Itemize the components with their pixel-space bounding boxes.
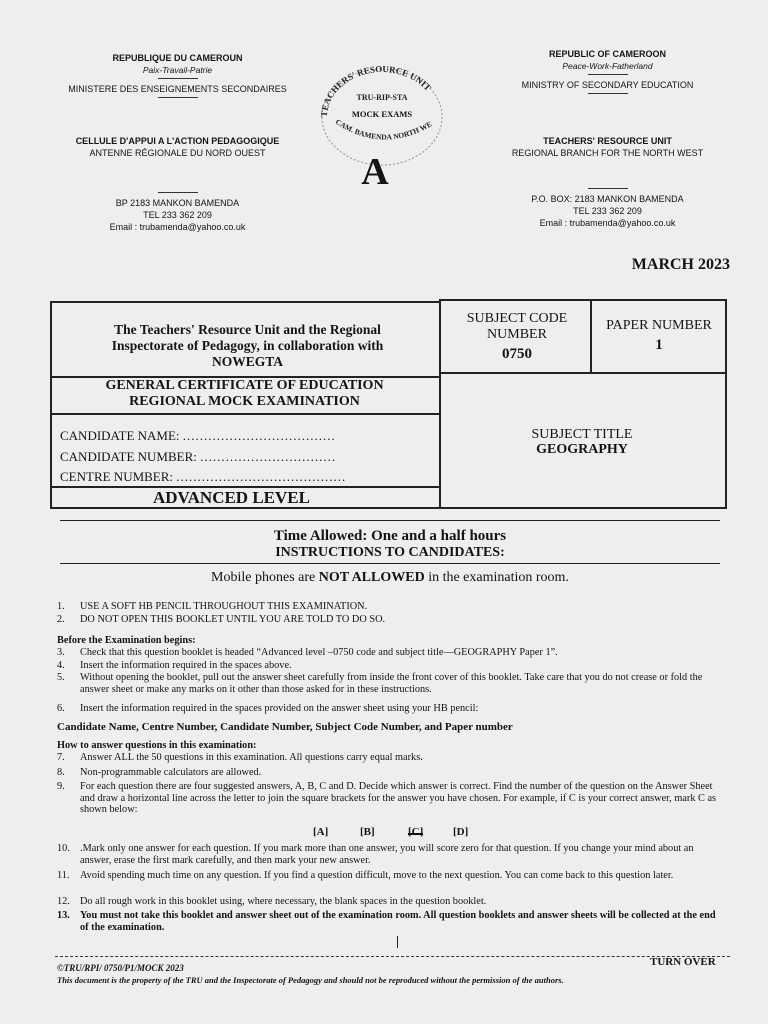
time-allowed: Time Allowed: One and a half hours [273,528,507,544]
candidate-number-label: CANDIDATE NUMBER: [60,449,197,464]
tel-en: TEL 233 362 209 [573,206,642,216]
item-text: Answer ALL the 50 questions in this examination. All questions carry equal marks. [80,752,423,763]
item-text: Do all rough work in this booklet using, where necessary, the blank spaces in the question booklet. [80,896,487,907]
item-text: Non-programmable calculators are allowed. [80,767,262,778]
stamp-middle: MOCK EXAMS [351,109,413,119]
country-en: REPUBLIC OF CAMEROON [549,49,666,59]
item-text: Check that this question booklet is headed “Advanced level –0750 code and subject title—GEOGRAPHY Paper 1”. [80,647,558,658]
header-left-address [60,190,295,233]
list-item [57,870,717,894]
divider [158,97,198,98]
org-text: The Teachers' Resource Unit and the Regional Inspectorate of Pedagogy, in collaboration with NOWEGTA [111,322,384,369]
paper-number: 1 [655,337,663,353]
motto-en: Peace-Work-Fatherland [562,61,653,71]
subject-title: GEOGRAPHY [536,442,628,457]
email-en: Email : trubamenda@yahoo.co.uk [539,218,676,228]
answer-option-b: [B] [360,826,375,838]
country-fr: REPUBLIQUE DU CAMEROUN [112,53,243,63]
divider [588,188,628,189]
version-letter: A [361,151,389,193]
list-item [57,614,717,626]
instructions-heading: INSTRUCTIONS TO CANDIDATES: [275,545,505,560]
mobile-notice [60,570,720,586]
dotted-line: ................................ [200,449,337,464]
list-item [57,767,717,779]
item-text: .Mark only one answer for each question. If you mark more than one answer, you will score zero for that question. If you change your mind about an answer, erase the first mark carefully, and then mark your new answer. [80,843,694,866]
divider [439,372,727,374]
item-number: 1. [57,601,65,612]
item-number: 9. [57,781,65,792]
item-number: 11. [57,870,70,881]
list-item [57,896,717,908]
item-text: Insert the information required in the spaces provided on the answer sheet using your HB pencil: [80,703,479,714]
divider [50,413,441,415]
item-text: Without opening the booklet, pull out the answer sheet carefully from inside the front cover of this booklet. Take care that you do not crease or fold the answer sheet or make any marks on it other than those asked for in these instructions. [80,672,703,695]
address-fr: BP 2183 MANKON BAMENDA [115,198,240,208]
divider [588,93,628,94]
how-heading: How to answer questions in this examination: [57,740,257,751]
list-item [57,781,717,817]
header-right-address [490,186,725,229]
divider [588,74,628,75]
item-number: 4. [57,660,65,671]
unit-fr-line1: CELLULE D'APPUI A L'ACTION PEDAGOGIQUE [75,136,280,146]
divider [60,563,720,564]
footer-notice: This document is the property of the TRU and the Inspectorate of Pedagogy and should not be reproduced without the permission of the authors. [57,975,564,985]
mobile-notice-after: in the examination room. [424,570,569,585]
dotted-line: .................................... [182,428,336,443]
list-item [57,647,717,659]
footer-code: ©TRU/RPI/ 0750/P1/MOCK 2023 [57,963,184,973]
stamp-arc-top: TEACHERS' RESOURCE UNIT [318,63,434,118]
list-item [57,752,717,764]
list-item [57,910,717,934]
subject-code: 0750 [502,346,532,362]
divider [158,78,198,79]
stamp-inner: TRU-RIP-STA [356,93,408,102]
item-text: USE A SOFT HB PENCIL THROUGHOUT THIS EXAMINATION. [80,601,368,612]
header-left [60,52,295,102]
item-number: 8. [57,767,65,778]
header-right-unit [490,135,725,159]
turn-over: TURN OVER [650,956,716,968]
unit-en-line1: TEACHERS' RESOURCE UNIT [543,136,672,146]
item-number: 13. [57,910,70,921]
exam-line1: GENERAL CERTIFICATE OF EDUCATION [105,378,384,393]
answer-option-c: [C] [408,826,424,838]
item-text: You must not take this booklet and answer sheet out of the examination room. All question booklets and answer sheets will be collected at the end of the examination. [80,910,716,933]
candidate-info-line: Candidate Name, Centre Number, Candidate Number, Subject Code Number, and Paper number [57,721,513,733]
mobile-notice-emph: NOT ALLOWED [318,570,425,585]
paper-number-label: PAPER NUMBER [606,318,712,333]
item-number: 2. [57,614,65,625]
answer-option-c-marked [408,826,423,838]
item-number: 7. [57,752,65,763]
level: ADVANCED LEVEL [153,488,310,507]
unit-fr-line2: ANTENNE RÉGIONALE DU NORD OUEST [89,148,266,158]
email-fr: Email : trubamenda@yahoo.co.uk [109,222,246,232]
divider [55,956,730,957]
divider [590,299,592,373]
centre-number-field[interactable] [60,469,400,485]
item-text: Avoid spending much time on any question. If you find a question difficult, move to the next question. You can come back to this question later. [80,870,674,881]
item-number: 6. [57,703,65,714]
answer-mark-line [408,833,423,835]
answer-option-a: [A] [313,826,329,838]
list-item [57,660,717,672]
list-item [57,601,717,613]
exam-line2: REGIONAL MOCK EXAMINATION [129,394,360,409]
item-text: Insert the information required in the spaces above. [80,660,292,671]
ministry-fr: MINISTERE DES ENSEIGNEMENTS SECONDAIRES [68,84,287,94]
unit-en-line2: REGIONAL BRANCH FOR THE NORTH WEST [511,148,704,158]
list-item [57,703,717,715]
subject-title-label: SUBJECT TITLE [531,427,633,442]
tel-fr: TEL 233 362 209 [143,210,212,220]
ministry-en: MINISTRY OF SECONDARY EDUCATION [521,80,694,90]
list-item [57,672,717,696]
candidate-name-field[interactable] [60,428,400,444]
divider [158,192,198,193]
item-text: DO NOT OPEN THIS BOOKLET UNTIL YOU ARE TOLD TO DO SO. [80,614,386,625]
item-number: 3. [57,647,65,658]
header-left-unit [60,135,295,159]
item-number: 10. [57,843,70,854]
answer-option-d: [D] [453,826,469,838]
page-mark [397,936,398,948]
header-right [490,48,725,98]
mobile-notice-before: Mobile phones are [211,570,319,585]
candidate-name-label: CANDIDATE NAME: [60,428,180,443]
address-en: P.O. BOX: 2183 MANKON BAMENDA [531,194,684,204]
dotted-line: ........................................ [176,469,347,484]
stamp-arc-bottom: CAM. BAMENDA NORTH WE [333,117,434,142]
item-number: 5. [57,672,65,683]
item-text: For each question there are four suggested answers, A, B, C and D. Decide which answer is correct. Find the number of the question on the Answer Sheet and draw a horizontal line across the letter to join the square brackets for the answer you have chosen. For example, if C is your correct answer, mark C as shown below: [80,781,717,816]
candidate-number-field[interactable] [60,449,400,465]
item-number: 12. [57,896,70,907]
subject-code-label: SUBJECT CODE NUMBER [466,311,568,342]
motto-fr: Paix-Travail-Patrie [142,65,213,75]
centre-number-label: CENTRE NUMBER: [60,469,174,484]
exam-date: MARCH 2023 [631,256,730,273]
list-item [57,843,717,867]
divider [60,520,720,521]
before-heading: Before the Examination begins: [57,635,196,646]
